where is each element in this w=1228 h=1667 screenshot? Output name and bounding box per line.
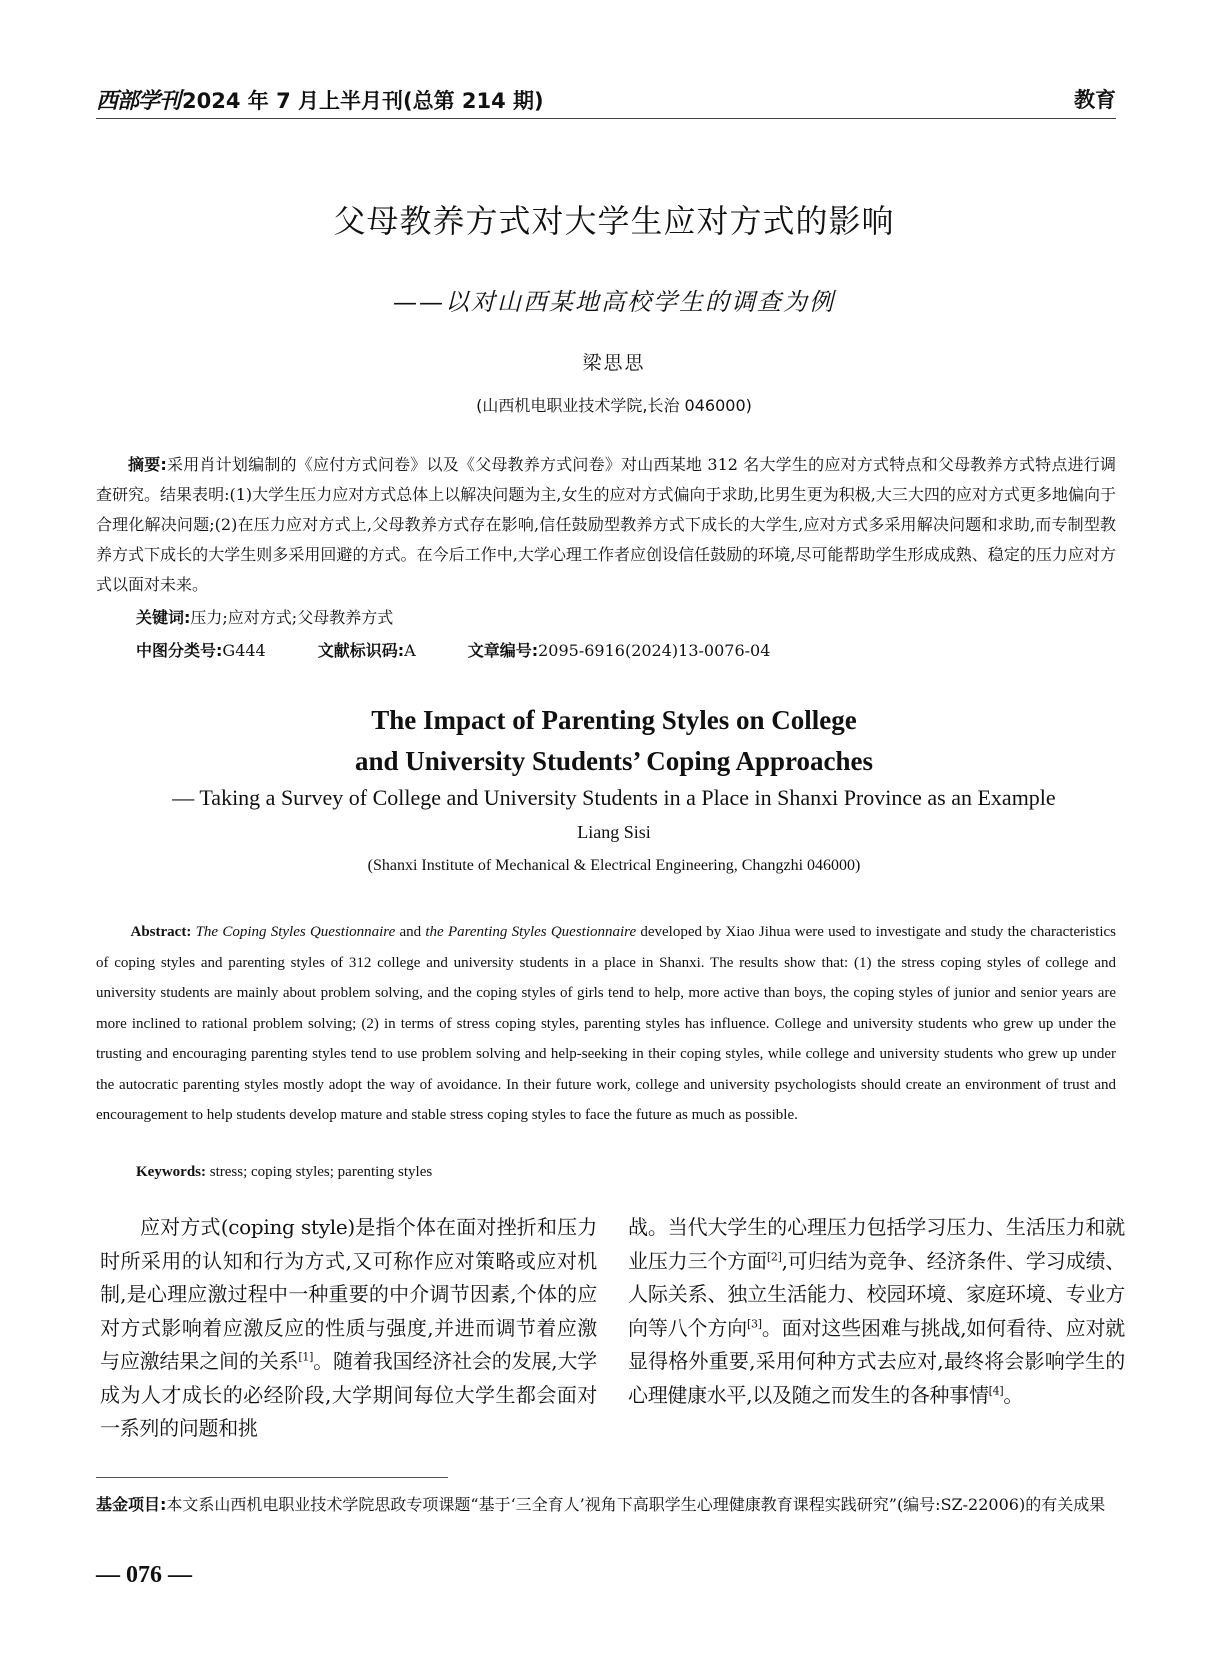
funding-text: 本文系山西机电职业技术学院思政专项课题“基于‘三全育人’视角下高职学生心理健康教育课程实践研究”(编号:SZ-22006)的有关成果 — [166, 1495, 1106, 1514]
doc-code-value: A — [404, 641, 416, 660]
questionnaire-2-title: the Parenting Styles Questionnaire — [425, 924, 637, 940]
abstract-cn — [96, 450, 1116, 600]
issue-info: 2024 年 7 月上半月刊(总第 214 期) — [182, 89, 544, 113]
section-label: 教育 — [1074, 88, 1116, 112]
body-column-left — [100, 1211, 597, 1446]
body-paragraph-1-continued — [628, 1211, 1125, 1412]
citation-1[interactable]: [1] — [298, 1350, 314, 1364]
body-text: 。 — [1003, 1382, 1024, 1407]
body-paragraph-1 — [100, 1211, 597, 1446]
abstract-en — [96, 917, 1116, 1131]
abstract-en-text: developed by Xiao Jihua were used to investigate and study the characteristics of coping styles and parenting styles of 312 college and university students in a place in Shanxi. The results show that: (1) the stress coping styles of college and university students are mainly about problem solving, and the coping styles of girls tend to help, more active than boys, the coping styles of junior and senior years are more inclined to rational problem solving; (2) in terms of stress coping styles, parenting styles has influence. College and university students who grew up under the trusting and encouraging parenting styles tend to use problem solving and help-seeking in their coping styles, while college and university students who grew up under the autocratic parenting styles mostly adopt the way of avoidance. In their future work, college and university psychologists should create an environment of trust and encouragement to help students develop mature and stable stress coping styles to face the future as much as possible. — [96, 924, 1116, 1123]
clc-label: 中图分类号: — [136, 641, 223, 660]
body-text: ,可归结为竞争、经济条件、学习成绩、人际关系、独立生活能力、校园环境、家庭环境、专业方向等八个方向 — [628, 1248, 1125, 1340]
abstract-en-label: Abstract: — [130, 924, 192, 940]
classification-line — [136, 638, 770, 661]
journal-issue-line — [96, 84, 544, 115]
keywords-en-text: stress; coping styles; parenting styles — [206, 1164, 433, 1180]
footnote-rule — [96, 1477, 448, 1478]
citation-4[interactable]: [4] — [988, 1383, 1004, 1397]
running-header — [96, 84, 1116, 118]
title-en-line-2: and University Students’ Coping Approaches — [354, 746, 874, 776]
funding-label: 基金项目: — [96, 1495, 167, 1514]
body-column-right — [628, 1211, 1125, 1412]
body-text: 应对方式(coping style)是指个体在面对挫折和压力时所采用的认知和行为方式,又可称作应对策略或应对机制,是心理应激过程中一种重要的中介调节因素,个体的应对方式影响着应激反应的性质与强度,并进而调节着应激与应激结果之间的关系 — [100, 1215, 597, 1373]
keywords-en-label: Keywords: — [136, 1164, 206, 1180]
keywords-cn — [136, 605, 393, 628]
keywords-cn-text: 压力;应对方式;父母教养方式 — [190, 608, 394, 627]
abstract-cn-text: 采用肖计划编制的《应付方式问卷》以及《父母教养方式问卷》对山西某地 312 名大学生的应对方式特点和父母教养方式特点进行调查研究。结果表明:(1)大学生压力应对方式总体上以解决问题为主,女生的应对方式偏向于求助,比男生更为积极,大三大四的应对方式更多地偏向于合理化解决问题;(2)在压力应对方式上,父母教养方式存在影响,信任鼓励型教养方式下成长的大学生,应对方式多采用解决问题和求助,而专制型教养方式下成长的大学生则多采用回避的方式。在今后工作中,大学心理工作者应创设信任鼓励的环境,尽可能帮助学生形成成熟、稳定的压力应对方式以面对未来。 — [96, 455, 1116, 594]
abstract-en-and: and — [395, 924, 426, 940]
article-number-value: 2095-6916(2024)13-0076-04 — [538, 641, 771, 660]
abstract-cn-label: 摘要: — [128, 455, 167, 474]
doc-code-label: 文献标识码: — [317, 641, 405, 660]
page-number: — 076 — — [96, 1562, 192, 1588]
funding-footnote — [96, 1491, 1116, 1518]
author-cn: 梁思思 — [582, 352, 646, 374]
citation-3[interactable]: [3] — [747, 1316, 762, 1330]
article-number-label: 文章编号: — [467, 641, 539, 660]
article-title-cn: 父母教养方式对大学生应对方式的影响 — [333, 202, 895, 240]
journal-logo: 西部学刊 — [96, 88, 181, 114]
keywords-cn-label: 关键词: — [136, 608, 191, 627]
article-subtitle-cn: ——以对山西某地高校学生的调查为例 — [393, 288, 835, 316]
body-text: 。随着我国经济社会的发展,大学成为人才成长的必经阶段,大学期间每位大学生都会面对一系列的问题和挑 — [100, 1349, 598, 1440]
keywords-en — [136, 1164, 432, 1181]
header-rule — [96, 118, 1116, 119]
body-text: 。面对这些困难与挑战,如何看待、应对就显得格外重要,采用何种方式去应对,最终将会影响学生的心理健康水平,以及随之而发生的各种事情 — [628, 1315, 1125, 1407]
title-en-line-1: The Impact of Parenting Styles on College — [371, 705, 857, 735]
clc-value: G444 — [222, 641, 266, 660]
article-subtitle-en: — Taking a Survey of College and University Students in a Place in Shanxi Province as an Example — [172, 785, 1056, 810]
citation-2[interactable]: [2] — [766, 1249, 782, 1263]
affiliation-cn: (山西机电职业技术学院,长治 046000) — [476, 396, 752, 415]
article-title-en — [0, 700, 1228, 782]
questionnaire-1-title: The Coping Styles Questionnaire — [195, 924, 396, 940]
affiliation-en: (Shanxi Institute of Mechanical & Electrical Engineering, Changzhi 046000) — [367, 857, 861, 874]
body-text: 战。当代大学生的心理压力包括学习压力、生活压力和就业压力三个方面 — [628, 1215, 1125, 1273]
author-en: Liang Sisi — [577, 822, 651, 842]
